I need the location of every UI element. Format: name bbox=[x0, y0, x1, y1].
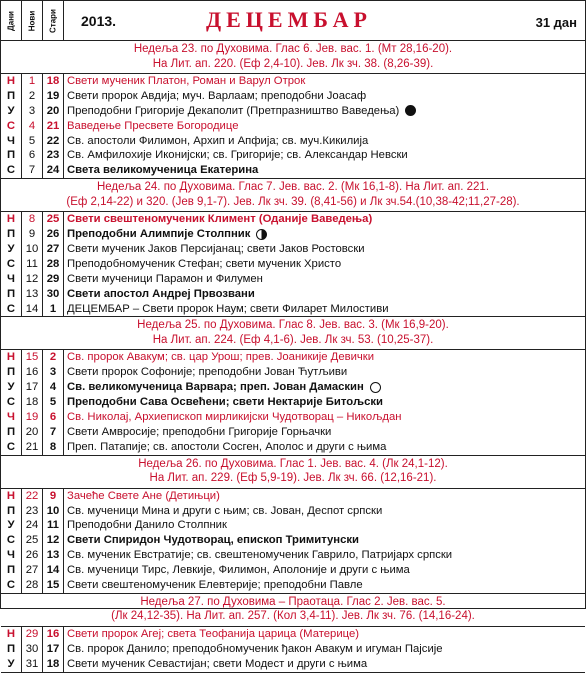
feast-text bbox=[67, 350, 581, 365]
feast-text-label: Свети мученици Парамон и Филумен bbox=[67, 272, 263, 285]
week-header-line: На Лит. ап. 229. (Еф 5,9-19). Јев. Лк зч. 66. (12,16-21). bbox=[149, 472, 437, 485]
day-row bbox=[1, 365, 585, 380]
weekday-letter: Ч bbox=[1, 134, 22, 149]
weekday-letter: Ч bbox=[1, 410, 22, 425]
day-row bbox=[1, 395, 585, 410]
new-date: 15 bbox=[22, 350, 43, 365]
day-row bbox=[1, 425, 585, 440]
day-row bbox=[1, 119, 585, 134]
week-header-line: (Лк 24,12-35). На Лит. ап. 257. (Кол 3,4-11). Јев. Лк зч. 76. (14,16-24). bbox=[111, 610, 475, 623]
old-date: 15 bbox=[43, 578, 64, 593]
old-date: 19 bbox=[43, 89, 64, 104]
weekday-letter: С bbox=[1, 119, 22, 134]
feast-text-label: Преподобни Григорије Декаполит (Претпразништво Ваведења) bbox=[67, 104, 400, 117]
feast-text bbox=[67, 627, 581, 642]
weekday-letter: П bbox=[1, 425, 22, 440]
weekday-letter: У bbox=[1, 380, 22, 395]
day-row bbox=[1, 272, 585, 287]
feast-text-label: Св. мученик Евстратије; св. свештеномученик Гаврило, Патријарх српски bbox=[67, 549, 453, 562]
new-date: 6 bbox=[22, 148, 43, 163]
week-header bbox=[1, 594, 585, 627]
old-date: 22 bbox=[43, 134, 64, 149]
feast-text bbox=[67, 302, 581, 317]
old-date: 11 bbox=[43, 518, 64, 533]
weekday-letter: Н bbox=[1, 350, 22, 365]
new-date: 18 bbox=[22, 395, 43, 410]
feast-text bbox=[67, 440, 581, 455]
day-row bbox=[1, 380, 585, 395]
feast-text bbox=[67, 578, 581, 593]
old-date: 13 bbox=[43, 548, 64, 563]
new-date: 11 bbox=[22, 257, 43, 272]
old-date: 5 bbox=[43, 395, 64, 410]
feast-text bbox=[67, 410, 581, 425]
col-label-new: Нови bbox=[22, 1, 43, 40]
feast-text bbox=[67, 504, 581, 519]
new-date: 14 bbox=[22, 302, 43, 317]
day-row bbox=[1, 257, 585, 272]
new-date: 29 bbox=[22, 627, 43, 642]
day-row bbox=[1, 518, 585, 533]
weekday-letter: Ч bbox=[1, 548, 22, 563]
weekday-letter: Н bbox=[1, 627, 22, 642]
weekday-letter: П bbox=[1, 504, 22, 519]
day-row bbox=[1, 440, 585, 456]
new-date: 20 bbox=[22, 425, 43, 440]
weekday-letter: П bbox=[1, 148, 22, 163]
feast-text bbox=[67, 74, 581, 89]
feast-text bbox=[67, 563, 581, 578]
new-date: 3 bbox=[22, 104, 43, 119]
week-header-line: Недеља 23. по Духовима. Глас 6. Јев. вас. 1. (Мт 28,16-20). bbox=[133, 43, 453, 55]
old-date: 26 bbox=[43, 227, 64, 242]
month-title: ДЕЦЕМБАР bbox=[206, 7, 372, 32]
old-date: 14 bbox=[43, 563, 64, 578]
weekday-letter: П bbox=[1, 563, 22, 578]
week-header bbox=[1, 179, 585, 212]
feast-text bbox=[67, 89, 581, 104]
feast-text bbox=[67, 134, 581, 149]
feast-text-label: Св. мученици Тирс, Левкије, Филимон, Аполоније и други с њима bbox=[67, 564, 410, 577]
new-moon-icon bbox=[370, 382, 381, 393]
feast-text-label: Преподобни Алимпије Столпник bbox=[67, 228, 251, 241]
feast-text bbox=[67, 272, 581, 287]
new-date: 30 bbox=[22, 642, 43, 657]
old-date: 10 bbox=[43, 504, 64, 519]
new-date: 16 bbox=[22, 365, 43, 380]
feast-text-label: Свети Амвросије; преподобни Григорије Горњачки bbox=[67, 425, 332, 438]
full-moon-icon bbox=[405, 105, 416, 116]
week-header-line: На Лит. ап. 220. (Еф 2,4-10). Јев. Лк зч. 38. (8,26-39). bbox=[152, 57, 434, 70]
week-header bbox=[1, 317, 585, 350]
day-row bbox=[1, 163, 585, 179]
day-row bbox=[1, 548, 585, 563]
new-date: 5 bbox=[22, 134, 43, 149]
week-header-line: Недеља 25. по Духовима. Глас 8. Јев. вас. 3. (Мк 16,9-20). bbox=[137, 319, 449, 332]
feast-text-label: Света великомученица Екатерина bbox=[67, 164, 259, 177]
weekday-letter: П bbox=[1, 227, 22, 242]
day-row bbox=[1, 642, 585, 657]
feast-text bbox=[67, 518, 581, 533]
feast-text-label: Преподобномученик Стефан; свети мученик Христо bbox=[67, 257, 342, 270]
col-label-old: Стари bbox=[43, 1, 64, 40]
new-date: 8 bbox=[22, 212, 43, 227]
calendar-header bbox=[1, 1, 585, 41]
new-date: 2 bbox=[22, 89, 43, 104]
weekday-letter: С bbox=[1, 395, 22, 410]
old-date: 6 bbox=[43, 410, 64, 425]
week-header-line: Недеља 26. по Духовима. Глас 1. Јев. вас. 4. (Лк 24,1-12). bbox=[138, 457, 448, 470]
new-date: 31 bbox=[22, 657, 43, 672]
feast-text-label: Свети мученик Јаков Персијанац; свети Јаков Ростовски bbox=[67, 243, 365, 256]
feast-text-label: Свети мученик Севастијан; свети Модест и други с њима bbox=[67, 657, 368, 670]
day-row bbox=[1, 489, 585, 504]
feast-text bbox=[67, 212, 581, 227]
day-row bbox=[1, 227, 585, 242]
feast-text bbox=[67, 119, 581, 134]
new-date: 22 bbox=[22, 489, 43, 504]
feast-text-label: Св. пророк Данило; преподобномученик ђакон Авакум и игуман Пајсије bbox=[67, 642, 443, 655]
old-date: 24 bbox=[43, 163, 64, 178]
weekday-letter: П bbox=[1, 287, 22, 302]
feast-text-label: Св. Николај, Архиепископ мирликијски Чудотворац – Никољдан bbox=[67, 411, 402, 424]
old-date: 3 bbox=[43, 365, 64, 380]
day-row bbox=[1, 578, 585, 594]
week-header bbox=[1, 41, 585, 74]
day-row bbox=[1, 74, 585, 89]
old-date: 17 bbox=[43, 642, 64, 657]
feast-text bbox=[67, 425, 581, 440]
old-date: 8 bbox=[43, 440, 64, 455]
old-date: 7 bbox=[43, 425, 64, 440]
feast-text bbox=[67, 163, 581, 178]
old-date: 2 bbox=[43, 350, 64, 365]
week-header-line: Недеља 24. по Духовима. Глас 7. Јев. вас. 2. (Мк 16,1-8). На Лит. ап. 221. bbox=[96, 181, 490, 194]
day-row bbox=[1, 89, 585, 104]
half-moon-icon bbox=[256, 229, 267, 240]
feast-text bbox=[67, 533, 581, 548]
old-date: 23 bbox=[43, 148, 64, 163]
weekday-letter: У bbox=[1, 242, 22, 257]
feast-text-label: Св. великомученица Варвара; преп. Јован Дамаскин bbox=[67, 381, 364, 394]
feast-text bbox=[67, 380, 581, 395]
week-header-line: (Еф 2,14-22) и 320. (Јев 9,1-7). Јев. Лк зч. 39. (8,41-56) и Лк зч.54.(10,38-42;11,27-28). bbox=[66, 195, 520, 208]
feast-text bbox=[67, 287, 581, 302]
feast-text-label: Зачеће Свете Ане (Детињци) bbox=[67, 489, 220, 502]
week-header bbox=[1, 456, 585, 489]
weekday-letter: Н bbox=[1, 74, 22, 89]
new-date: 23 bbox=[22, 504, 43, 519]
old-date: 30 bbox=[43, 287, 64, 302]
feast-text-label: Св. Амфилохије Иконијски; св. Григорије; св. Александар Невски bbox=[67, 149, 408, 162]
day-row bbox=[1, 212, 585, 227]
feast-text bbox=[67, 395, 581, 410]
new-date: 12 bbox=[22, 272, 43, 287]
day-row bbox=[1, 350, 585, 365]
feast-text bbox=[67, 657, 581, 672]
weekday-letter: У bbox=[1, 657, 22, 672]
weekday-letter: У bbox=[1, 104, 22, 119]
weekday-letter: С bbox=[1, 257, 22, 272]
weekday-letter: С bbox=[1, 578, 22, 593]
day-row bbox=[1, 504, 585, 519]
old-date: 21 bbox=[43, 119, 64, 134]
weekday-letter: П bbox=[1, 89, 22, 104]
new-date: 27 bbox=[22, 563, 43, 578]
old-date: 20 bbox=[43, 104, 64, 119]
weekday-letter: С bbox=[1, 440, 22, 455]
weekday-letter: С bbox=[1, 302, 22, 317]
new-date: 13 bbox=[22, 287, 43, 302]
feast-text bbox=[67, 365, 581, 380]
old-date: 1 bbox=[43, 302, 64, 317]
feast-text-label: Преподобни Сава Освећени; свети Нектарије Битољски bbox=[67, 396, 383, 409]
old-date: 29 bbox=[43, 272, 64, 287]
old-date: 18 bbox=[43, 74, 64, 89]
day-row bbox=[1, 287, 585, 302]
new-date: 1 bbox=[22, 74, 43, 89]
new-date: 21 bbox=[22, 440, 43, 455]
day-row bbox=[1, 134, 585, 149]
day-row bbox=[1, 410, 585, 425]
weekday-letter: П bbox=[1, 642, 22, 657]
old-date: 27 bbox=[43, 242, 64, 257]
feast-text-label: Ваведење Пресвете Богородице bbox=[67, 119, 239, 132]
feast-text-label: Свети апостол Андреј Првозвани bbox=[67, 287, 255, 300]
feast-text-label: ДЕЦЕМБАР – Свети пророк Наум; свети Филарет Милостиви bbox=[67, 302, 389, 315]
day-row bbox=[1, 657, 585, 673]
day-row bbox=[1, 563, 585, 578]
feast-text-label: Преп. Патапије; св. апостоли Сосген, Аполос и други с њима bbox=[67, 440, 387, 453]
feast-text-label: Свети свештеномученик Климент (Оданије Ваведења) bbox=[67, 213, 373, 226]
day-row bbox=[1, 627, 585, 642]
day-row bbox=[1, 104, 585, 119]
feast-text-label: Св. пророк Авакум; св. цар Урош; прев. Јоаникије Девички bbox=[67, 351, 375, 364]
new-date: 4 bbox=[22, 119, 43, 134]
new-date: 28 bbox=[22, 578, 43, 593]
feast-text-label: Свети пророк Авдија; муч. Варлаам; преподобни Јоасаф bbox=[67, 89, 367, 102]
new-date: 19 bbox=[22, 410, 43, 425]
old-date: 16 bbox=[43, 627, 64, 642]
feast-text-label: Свети пророк Софоније; преподобни Јован Ћутљиви bbox=[67, 366, 348, 379]
week-header-line: На Лит. ап. 224. (Еф 4,1-6). Јев. Лк зч. 53. (10,25-37). bbox=[152, 333, 434, 346]
weekday-letter: С bbox=[1, 163, 22, 178]
weekday-letter: У bbox=[1, 518, 22, 533]
weekday-letter: П bbox=[1, 365, 22, 380]
new-date: 25 bbox=[22, 533, 43, 548]
new-date: 24 bbox=[22, 518, 43, 533]
old-date: 25 bbox=[43, 212, 64, 227]
feast-text-label: Свети свештеномученик Елевтерије; преподобни Павле bbox=[67, 579, 363, 592]
weekday-letter: Ч bbox=[1, 272, 22, 287]
new-date: 26 bbox=[22, 548, 43, 563]
feast-text bbox=[67, 489, 581, 504]
feast-text-label: Свети Спиридон Чудотворац, епископ Тримитунски bbox=[67, 534, 359, 547]
day-row bbox=[1, 242, 585, 257]
feast-text bbox=[67, 548, 581, 563]
feast-text-label: Св. апостоли Филимон, Архип и Апфија; св. муч.Кикилија bbox=[67, 134, 369, 147]
year: 2013. bbox=[81, 13, 117, 29]
weeks-container bbox=[1, 41, 585, 673]
new-date: 17 bbox=[22, 380, 43, 395]
old-date: 12 bbox=[43, 533, 64, 548]
feast-text bbox=[67, 227, 581, 242]
feast-text-label: Преподобни Данило Столпник bbox=[67, 519, 227, 532]
old-date: 4 bbox=[43, 380, 64, 395]
new-date: 10 bbox=[22, 242, 43, 257]
new-date: 9 bbox=[22, 227, 43, 242]
feast-text bbox=[67, 242, 581, 257]
day-row bbox=[1, 148, 585, 163]
feast-text bbox=[67, 148, 581, 163]
feast-text-label: Свети мученик Платон, Роман и Варул Отрок bbox=[67, 75, 306, 87]
day-row bbox=[1, 533, 585, 548]
new-date: 7 bbox=[22, 163, 43, 178]
week-header-line: Недеља 27. по Духовима – Праотаца. Глас 2. Јев. вас. 5. bbox=[140, 595, 446, 608]
old-date: 9 bbox=[43, 489, 64, 504]
weekday-letter: Н bbox=[1, 212, 22, 227]
feast-text-label: Свети пророк Агеј; света Теофанија царица (Материце) bbox=[67, 627, 360, 640]
feast-text bbox=[67, 642, 581, 657]
feast-text-label: Св. мученици Мина и други с њим; св. Јован, Деспот српски bbox=[67, 504, 383, 517]
col-label-days: Дани bbox=[1, 1, 22, 40]
old-date: 18 bbox=[43, 657, 64, 672]
old-date: 28 bbox=[43, 257, 64, 272]
weekday-letter: С bbox=[1, 533, 22, 548]
weekday-letter: Н bbox=[1, 489, 22, 504]
feast-text bbox=[67, 104, 581, 119]
feast-text bbox=[67, 257, 581, 272]
days-count: 31 дан bbox=[535, 15, 577, 30]
day-row bbox=[1, 302, 585, 318]
